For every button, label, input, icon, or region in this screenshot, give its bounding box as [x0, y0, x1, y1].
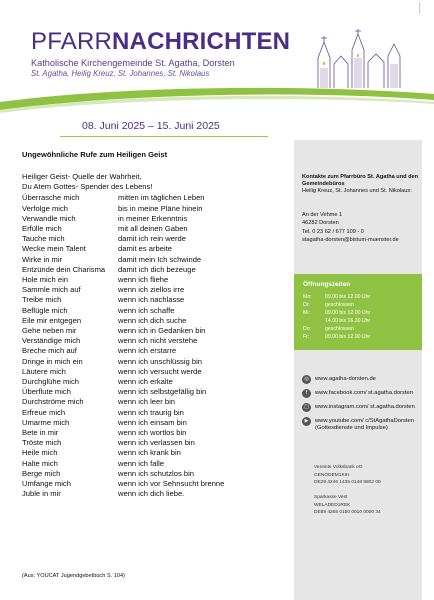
hours-row	[303, 333, 419, 341]
web-link[interactable]	[302, 418, 426, 433]
poem-response: damit ich dich bezeuge	[118, 264, 196, 274]
hours-day: Do:	[303, 326, 312, 332]
hours-day: Mo:	[303, 294, 312, 300]
header-swoosh	[0, 80, 434, 116]
poem-call: Sammle mich auf	[22, 285, 81, 295]
contact-phone-email	[302, 229, 426, 244]
poem-call: Umfange mich	[22, 479, 71, 489]
page-edge-marker	[419, 2, 430, 14]
newsletter-title	[31, 28, 290, 56]
poem-line	[22, 336, 286, 346]
poem-call: Breche mich auf	[22, 346, 77, 356]
email-link[interactable]: stagatha-dorsten@bistum-muenster.de	[302, 236, 399, 243]
poem-line	[22, 244, 286, 254]
poem-call: Berge mich	[22, 468, 61, 478]
parish-subtitle: Katholische Kirchengemeinde St. Agatha, Dorsten	[31, 58, 235, 68]
article-source: (Aus: YOUCAT Jugendgebetbuch S. 104)	[22, 573, 125, 579]
poem-line	[22, 295, 286, 305]
poem-line	[22, 438, 286, 448]
poem-call: Erfülle mich	[22, 224, 62, 234]
hours-row	[303, 301, 419, 309]
poem-line	[22, 193, 286, 203]
article	[22, 150, 286, 500]
poem-call: Wirke in mir	[22, 254, 63, 264]
youtube-icon: ▶	[302, 417, 311, 426]
bank-details-sparkasse	[314, 494, 424, 517]
bank-iban: DE89 4265 0150 0010 0000 34	[314, 510, 381, 516]
poem-response: bis in meine Pläne hinein	[118, 203, 203, 213]
poem-call: Erfreue mich	[22, 407, 66, 417]
poem-line	[22, 418, 286, 428]
poem-call: Hole mich ein	[22, 275, 69, 285]
bank-name: Sparkasse Vest	[314, 495, 348, 500]
article-intro	[22, 172, 286, 192]
poem-line	[22, 316, 286, 326]
instagram-icon: ▢	[302, 403, 311, 412]
hours-time: 09.00 bis 12.00 Uhr	[325, 334, 371, 340]
web-link-text: www.youtube.com/ c/StAgathaDorsten (Gottesdienste und Impulse)	[315, 418, 414, 432]
poem-response: wenn ich vor Sehnsucht brenne	[118, 479, 225, 489]
poem-response: wenn ich einsam bin	[118, 417, 187, 427]
intro-line: Heiliger Geist- Quelle der Wahrheit,	[22, 172, 142, 181]
poem-line	[22, 285, 286, 295]
poem-response: wenn ich krank bin	[118, 448, 181, 458]
poem-call: Bete in mir	[22, 428, 59, 438]
poem-response: wenn ich nachlasse	[118, 295, 185, 305]
bank-iban: DE29 4246 1435 0148 8802 00	[314, 480, 381, 486]
opening-hours-list	[303, 293, 419, 341]
hours-day	[303, 317, 325, 325]
poem-call: Verwandle mich	[22, 213, 76, 223]
poem-line	[22, 357, 286, 367]
poem-call: Wecke mein Talent	[22, 244, 86, 254]
title-light: PFARR	[31, 28, 113, 55]
poem-call: Juble in mir	[22, 489, 61, 499]
web-link-text: www.instagram.com/ st.agatha.dorsten	[315, 404, 415, 410]
bank-details-volksbank	[314, 464, 424, 487]
poem-response: mitten im täglichen Leben	[118, 193, 205, 203]
poem-line	[22, 224, 286, 234]
poem-line	[22, 367, 286, 377]
poem-call: Halte mich	[22, 458, 58, 468]
contact-subheading: Heilig Kreuz, St. Johannes und St. Nikolaus:	[302, 188, 412, 194]
bank-bic: WELADED1REK	[314, 502, 351, 508]
poem-response: wenn ich unschlüssig bin	[118, 356, 203, 366]
poem-call: Dringe in mich ein	[22, 356, 83, 366]
poem-call: Tröste mich	[22, 438, 62, 448]
facebook-icon: f	[302, 389, 311, 398]
poem-line	[22, 469, 286, 479]
poem-response: wenn ich schutzlos bin	[118, 468, 194, 478]
sidebar	[294, 140, 422, 600]
title-bold: NACHRICHTEN	[112, 28, 291, 55]
web-link[interactable]	[302, 376, 426, 384]
poem-response: wenn ich verlassen bin	[118, 438, 195, 448]
web-link[interactable]	[302, 404, 426, 412]
poem-call: Umarme mich	[22, 417, 70, 427]
poem-call: Verständige mich	[22, 336, 81, 346]
poem-response: damit es arbeite	[118, 244, 173, 254]
poem-response: wenn ich dich liebe.	[118, 489, 185, 499]
poem-response: wenn ich selbstgefällig bin	[118, 387, 207, 397]
poem-response: wenn ich falle	[118, 458, 165, 468]
date-divider	[60, 136, 268, 137]
address-street: An der Vehme 1	[302, 212, 343, 218]
poem-response: wenn ich ziellos irre	[118, 285, 185, 295]
poem-call: Treibe mich	[22, 295, 62, 305]
poem-response: wenn ich nicht verstehe	[118, 336, 198, 346]
contact-address	[302, 212, 426, 227]
issue-date-range: 08. Juni 2025 – 15. Juni 2025	[82, 120, 220, 132]
poem-line	[22, 214, 286, 224]
contact-heading: Kontakte zum Pfarrbüro St. Agatha und den Gemeindebüros	[302, 174, 419, 187]
parish-list: St. Agatha, Heilig Kreuz, St. Johannes, St. Nikolaus	[31, 69, 210, 78]
hours-time: geschlossen	[325, 302, 354, 308]
web-links	[302, 376, 426, 439]
phone-number: Tel. 0 23 62 / 677 109 - 0	[302, 229, 364, 235]
poem-call: Entzünde dein Charisma	[22, 264, 106, 274]
poem-call: Beflügle mich	[22, 305, 68, 315]
web-link-text: www.facebook.com/ st.agatha.dorsten	[315, 390, 413, 396]
poem-line	[22, 204, 286, 214]
poem-line	[22, 479, 286, 489]
poem-response: wenn ich dich suche	[118, 315, 187, 325]
poem-line	[22, 387, 286, 397]
globe-icon: ◎	[302, 375, 311, 384]
hours-time: 09.00 bis 12.00 Uhr	[325, 294, 371, 300]
poem-response: wenn ich fliehe	[118, 275, 169, 285]
poem-response: wenn ich wortlos bin	[118, 428, 187, 438]
poem-line	[22, 459, 286, 469]
poem-line	[22, 326, 286, 336]
web-link[interactable]	[302, 390, 426, 398]
intro-line: Du Atem Gottes- Spender des Lebens!	[22, 182, 153, 192]
poem-response: in meiner Erkenntnis	[118, 213, 188, 223]
poem-response: damit ich rein werde	[118, 234, 186, 244]
poem-line	[22, 428, 286, 438]
poem-line	[22, 255, 286, 265]
poem-response: wenn ich erstarre	[118, 346, 177, 356]
address-city: 46282 Dorsten	[302, 219, 339, 226]
bank-bic: GENODEM1KIH	[314, 472, 350, 478]
hours-row	[303, 293, 419, 301]
hours-time: 09.00 bis 12.00 Uhr	[325, 310, 371, 316]
poem-call: Läutere mich	[22, 366, 66, 376]
hours-row	[303, 309, 419, 317]
poem-response: wenn ich versucht werde	[118, 366, 202, 376]
poem-line	[22, 448, 286, 458]
poem-line	[22, 397, 286, 407]
poem-line	[22, 346, 286, 356]
poem-call: Verfolge mich	[22, 203, 69, 213]
hours-day: Di:	[303, 302, 310, 308]
poem-call: Tauche mich	[22, 234, 65, 244]
poem-call: Gehe neben mir	[22, 326, 77, 336]
poem-call: Durchströme mich	[22, 397, 84, 407]
poem-call: Überflute mich	[22, 387, 71, 397]
poem-line	[22, 275, 286, 285]
hours-row	[303, 325, 419, 333]
poem-line	[22, 377, 286, 387]
hours-time: geschlossen	[325, 326, 354, 332]
poem-call: Eile mir entgegen	[22, 315, 82, 325]
poem-line	[22, 489, 286, 499]
poem-line	[22, 234, 286, 244]
poem-response: damit mein Ich schwinde	[118, 254, 202, 264]
hours-day: Mi:	[303, 310, 310, 316]
poem-line	[22, 306, 286, 316]
poem-lines	[22, 193, 286, 499]
poem-call: Heile mich	[22, 448, 58, 458]
hours-day: Fr:	[303, 334, 310, 340]
poem-response: wenn ich leer bin	[118, 397, 175, 407]
poem-call: Überrasche mich	[22, 193, 80, 203]
bank-name: Vereinte Volksbank eG	[314, 465, 363, 470]
article-title: Ungewöhnliche Rufe zum Heiligen Geist	[22, 150, 168, 159]
opening-hours-title: Öffnungszeiten	[303, 281, 351, 288]
web-link-text: www.agatha-dorsten.de	[315, 376, 376, 382]
poem-response: wenn ich in Gedanken bin	[118, 326, 206, 336]
poem-response: wenn ich traurig bin	[118, 407, 184, 417]
poem-line	[22, 408, 286, 418]
hours-time: 14.00 bis 16.30 Uhr	[325, 318, 371, 324]
poem-response: mit all deinen Gaben	[118, 224, 188, 234]
poem-response: wenn ich erkalte	[118, 377, 173, 387]
poem-line	[22, 265, 286, 275]
poem-call: Durchglühe mich	[22, 377, 79, 387]
hours-row	[303, 317, 419, 325]
poem-response: wenn ich schaffe	[118, 305, 175, 315]
